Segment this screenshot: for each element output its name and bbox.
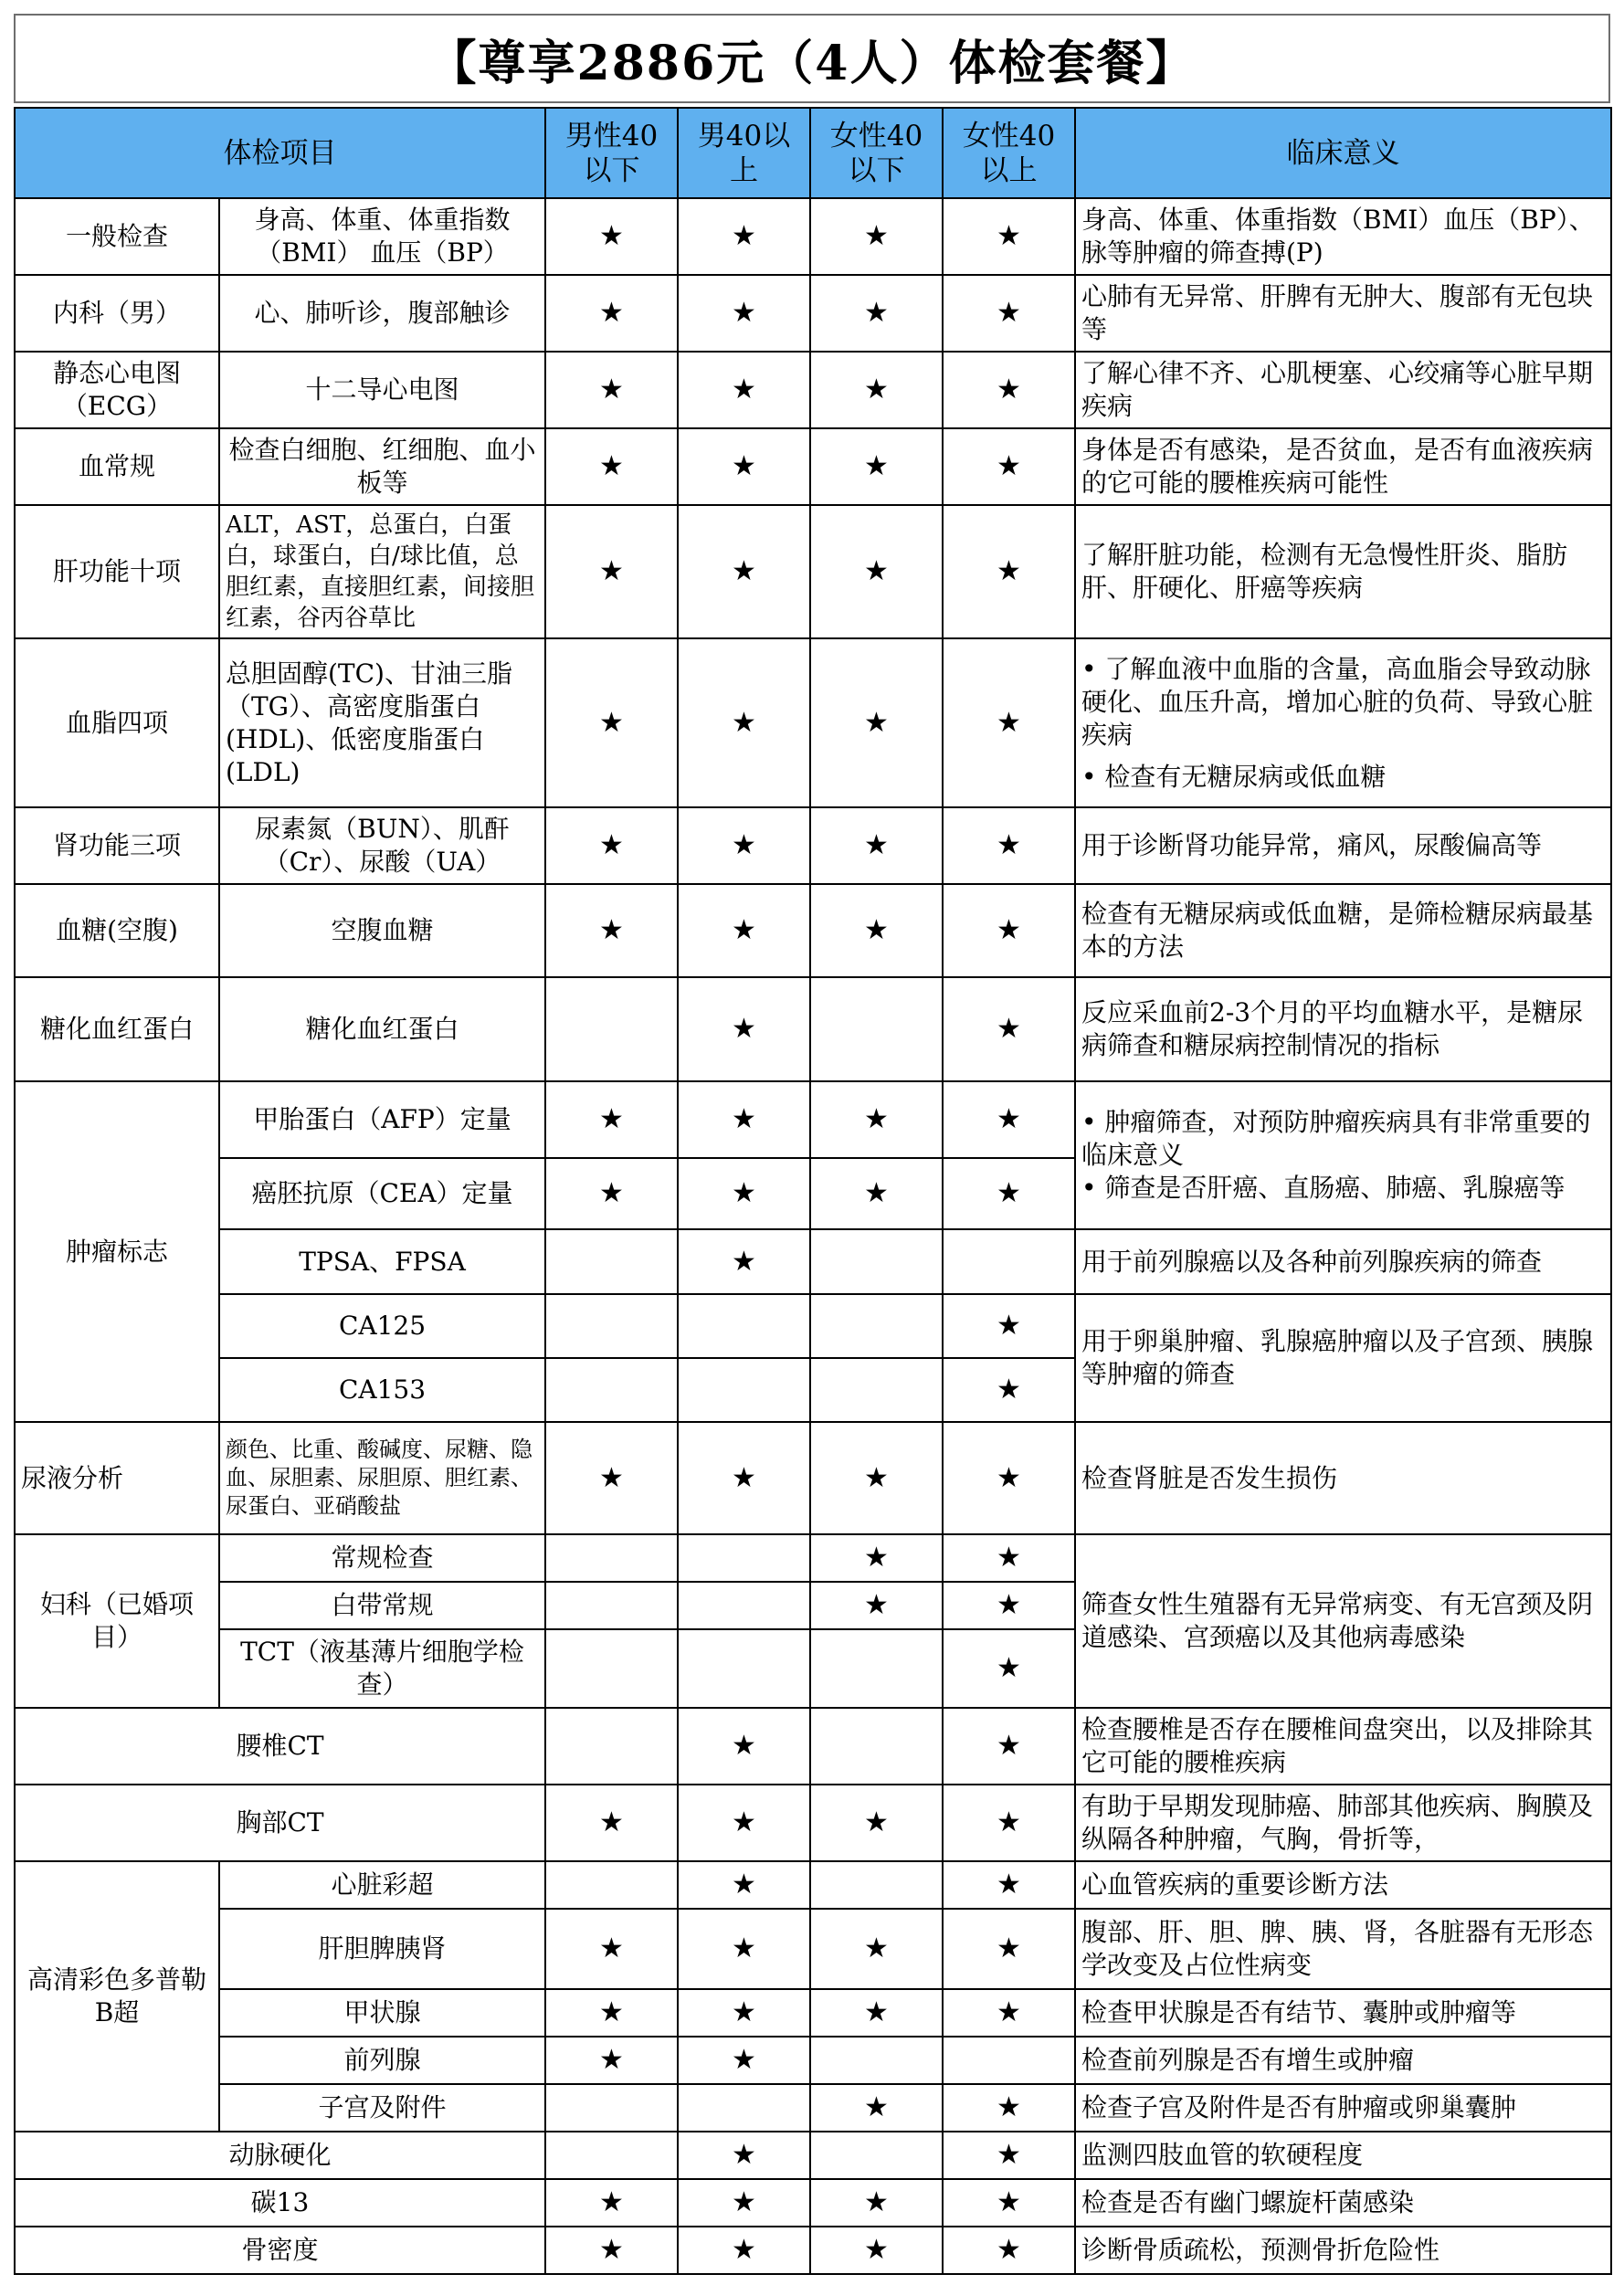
meaning-cell: 心肺有无异常、肝脾有无肿大、腹部有无包块等	[1075, 275, 1611, 352]
star-mark: ★	[678, 2179, 810, 2227]
star-mark: ★	[810, 2084, 943, 2132]
star-mark: ★	[943, 428, 1075, 505]
meaning-bullet: • 筛查是否肝癌、直肠癌、肺癌、乳腺癌等	[1081, 1173, 1566, 1203]
category-cell: 动脉硬化	[15, 2132, 545, 2179]
star-mark: ★	[678, 1081, 810, 1158]
item-cell: 检查白细胞、红细胞、血小板等	[219, 428, 545, 505]
table-row	[15, 1785, 1611, 1861]
category-cell: 碳13	[15, 2179, 545, 2227]
item-cell: TCT（液基薄片细胞学检查）	[219, 1629, 545, 1708]
header-row	[15, 108, 1611, 198]
star-mark: ★	[678, 1989, 810, 2037]
meaning-cell: 检查前列腺是否有增生或肿瘤	[1075, 2037, 1611, 2084]
star-mark: ★	[943, 2227, 1075, 2274]
star-mark: ★	[810, 884, 943, 977]
star-mark: ★	[545, 275, 678, 352]
star-mark: ★	[943, 1081, 1075, 1158]
star-mark: ★	[943, 807, 1075, 884]
star-mark: ★	[943, 1785, 1075, 1861]
item-cell: 总胆固醇(TC)、甘油三脂（TG）、高密度脂蛋白(HDL)、低密度脂蛋白(LDL)	[219, 638, 545, 807]
item-cell: CA153	[219, 1358, 545, 1422]
item-cell: 白带常规	[219, 1582, 545, 1629]
star-mark: ★	[943, 884, 1075, 977]
star-mark: ★	[810, 1989, 943, 2037]
table-row	[15, 1861, 1611, 1909]
table-row	[15, 2227, 1611, 2274]
star-mark: ★	[678, 807, 810, 884]
category-cell: 一般检查	[15, 198, 219, 275]
star-mark: ★	[810, 2227, 943, 2274]
meaning-cell	[1075, 638, 1611, 807]
star-mark: ★	[678, 275, 810, 352]
meaning-cell: 心血管疾病的重要诊断方法	[1075, 1861, 1611, 1909]
table-row	[15, 1422, 1611, 1534]
table-row	[15, 2132, 1611, 2179]
meaning-cell: 了解肝脏功能，检测有无急慢性肝炎、脂肪肝、肝硬化、肝癌等疾病	[1075, 505, 1611, 638]
table-row	[15, 2037, 1611, 2084]
item-cell: TPSA、FPSA	[219, 1229, 545, 1294]
table-row	[15, 977, 1611, 1081]
category-cell: 内科（男）	[15, 275, 219, 352]
star-mark: ★	[678, 352, 810, 428]
meaning-cell: 诊断骨质疏松，预测骨折危险性	[1075, 2227, 1611, 2274]
table-row	[15, 2179, 1611, 2227]
item-cell: ALT，AST，总蛋白，白蛋白，球蛋白，白/球比值，总胆红素，直接胆红素，间接胆红素，谷丙谷草比	[219, 505, 545, 638]
star-mark: ★	[545, 1785, 678, 1861]
item-cell: 十二导心电图	[219, 352, 545, 428]
table-row	[15, 1294, 1611, 1358]
star-mark: ★	[810, 638, 943, 807]
item-cell: 尿素氮（BUN）、肌酐（Cr）、尿酸（UA）	[219, 807, 545, 884]
meaning-cell: 腹部、肝、胆、脾、胰、肾，各脏器有无形态学改变及占位性病变	[1075, 1909, 1611, 1989]
star-mark: ★	[678, 1861, 810, 1909]
star-mark: ★	[545, 198, 678, 275]
star-mark: ★	[678, 884, 810, 977]
category-cell: 肿瘤标志	[15, 1081, 219, 1422]
star-mark: ★	[678, 1229, 810, 1294]
star-mark: ★	[545, 428, 678, 505]
star-mark: ★	[943, 2179, 1075, 2227]
item-cell: 前列腺	[219, 2037, 545, 2084]
star-mark: ★	[545, 807, 678, 884]
star-mark: ★	[943, 1358, 1075, 1422]
star-mark: ★	[810, 1158, 943, 1229]
checkup-table	[14, 107, 1612, 2275]
category-cell: 血糖(空腹)	[15, 884, 219, 977]
star-mark: ★	[678, 428, 810, 505]
header-meaning: 临床意义	[1075, 108, 1611, 198]
meaning-cell: 检查肾脏是否发生损伤	[1075, 1422, 1611, 1534]
meaning-cell: 检查有无糖尿病或低血糖，是筛检糖尿病最基本的方法	[1075, 884, 1611, 977]
meaning-cell: 身体是否有感染，是否贫血，是否有血液疾病的它可能的腰椎疾病可能性	[1075, 428, 1611, 505]
table-row	[15, 428, 1611, 505]
star-mark: ★	[810, 1909, 943, 1989]
category-cell: 肾功能三项	[15, 807, 219, 884]
star-mark: ★	[545, 638, 678, 807]
star-mark: ★	[678, 1158, 810, 1229]
star-mark: ★	[943, 198, 1075, 275]
item-cell: 空腹血糖	[219, 884, 545, 977]
page-title: 【尊享2886元（4人）体检套餐】	[428, 35, 1196, 91]
star-mark: ★	[810, 2179, 943, 2227]
header-female-under40: 女性40以下	[810, 108, 943, 198]
meaning-cell: 检查腰椎是否存在腰椎间盘突出，以及排除其它可能的腰椎疾病	[1075, 1708, 1611, 1785]
table-row	[15, 884, 1611, 977]
star-mark: ★	[810, 505, 943, 638]
meaning-cell: 反应采血前2-3个月的平均血糖水平，是糖尿病筛查和糖尿病控制情况的指标	[1075, 977, 1611, 1081]
header-male-under40: 男性40以下	[545, 108, 678, 198]
table-row	[15, 807, 1611, 884]
meaning-bullet: • 检查有无糖尿病或低血糖	[1081, 761, 1387, 792]
star-mark: ★	[943, 505, 1075, 638]
star-mark: ★	[678, 1422, 810, 1534]
star-mark: ★	[545, 1081, 678, 1158]
meaning-cell: 用于前列腺癌以及各种前列腺疾病的筛查	[1075, 1229, 1611, 1294]
category-cell: 骨密度	[15, 2227, 545, 2274]
item-cell: 子宫及附件	[219, 2084, 545, 2132]
item-cell: 甲状腺	[219, 1989, 545, 2037]
table-row	[15, 352, 1611, 428]
package-sheet	[14, 14, 1610, 2269]
star-mark: ★	[810, 428, 943, 505]
header-male-over40: 男40以上	[678, 108, 810, 198]
item-cell: 身高、体重、体重指数（BMI） 血压（BP）	[219, 198, 545, 275]
table-row	[15, 505, 1611, 638]
meaning-cell: 有助于早期发现肺癌、肺部其他疾病、胸膜及纵隔各种肿瘤，气胸，骨折等，	[1075, 1785, 1611, 1861]
item-cell: 肝胆脾胰肾	[219, 1909, 545, 1989]
star-mark: ★	[943, 1158, 1075, 1229]
star-mark: ★	[678, 638, 810, 807]
star-mark: ★	[943, 638, 1075, 807]
star-mark: ★	[810, 275, 943, 352]
category-cell: 妇科（已婚项目）	[15, 1534, 219, 1708]
meaning-cell: 了解心律不齐、心肌梗塞、心绞痛等心脏早期疾病	[1075, 352, 1611, 428]
star-mark: ★	[943, 1534, 1075, 1582]
title-row	[14, 14, 1610, 103]
category-cell: 静态心电图（ECG）	[15, 352, 219, 428]
table-row	[15, 1229, 1611, 1294]
table-row	[15, 2084, 1611, 2132]
star-mark: ★	[545, 2227, 678, 2274]
item-cell: 颜色、比重、酸碱度、尿糖、隐血、尿胆素、尿胆原、胆红素、尿蛋白、亚硝酸盐	[219, 1422, 545, 1534]
item-cell: 癌胚抗原（CEA）定量	[219, 1158, 545, 1229]
star-mark: ★	[943, 1989, 1075, 2037]
star-mark: ★	[943, 1708, 1075, 1785]
category-cell: 糖化血红蛋白	[15, 977, 219, 1081]
star-mark: ★	[545, 884, 678, 977]
meaning-cell: 检查甲状腺是否有结节、囊肿或肿瘤等	[1075, 1989, 1611, 2037]
table-row	[15, 1708, 1611, 1785]
star-mark: ★	[810, 1582, 943, 1629]
star-mark: ★	[810, 1081, 943, 1158]
star-mark: ★	[943, 1861, 1075, 1909]
star-mark: ★	[678, 198, 810, 275]
star-mark: ★	[545, 352, 678, 428]
star-mark: ★	[943, 2084, 1075, 2132]
star-mark: ★	[943, 1294, 1075, 1358]
item-cell: 常规检查	[219, 1534, 545, 1582]
star-mark: ★	[810, 1422, 943, 1534]
meaning-cell: 检查是否有幽门螺旋杆菌感染	[1075, 2179, 1611, 2227]
star-mark: ★	[678, 505, 810, 638]
category-cell: 腰椎CT	[15, 1708, 545, 1785]
table-row	[15, 1081, 1611, 1158]
category-cell: 血常规	[15, 428, 219, 505]
star-mark: ★	[678, 2227, 810, 2274]
category-cell: 血脂四项	[15, 638, 219, 807]
table-row	[15, 1534, 1611, 1582]
meaning-cell: 监测四肢血管的软硬程度	[1075, 2132, 1611, 2179]
item-cell: 糖化血红蛋白	[219, 977, 545, 1081]
star-mark: ★	[943, 1582, 1075, 1629]
table-row	[15, 1909, 1611, 1989]
star-mark: ★	[678, 1909, 810, 1989]
star-mark: ★	[545, 505, 678, 638]
star-mark: ★	[943, 2132, 1075, 2179]
meaning-cell	[1075, 1081, 1611, 1229]
category-cell: 肝功能十项	[15, 505, 219, 638]
header-item: 体检项目	[15, 108, 545, 198]
meaning-bullet: • 了解血液中血脂的含量，高血脂会导致动脉硬化、血压升高，增加心脏的负荷、导致心脏疾病	[1081, 653, 1594, 750]
category-cell: 高清彩色多普勒B超	[15, 1861, 219, 2132]
star-mark: ★	[943, 1629, 1075, 1708]
meaning-cell: 检查子宫及附件是否有肿瘤或卵巢囊肿	[1075, 2084, 1611, 2132]
star-mark: ★	[810, 807, 943, 884]
table-row	[15, 638, 1611, 807]
star-mark: ★	[545, 1422, 678, 1534]
star-mark: ★	[545, 1158, 678, 1229]
star-mark: ★	[810, 1785, 943, 1861]
table-row	[15, 198, 1611, 275]
star-mark: ★	[943, 275, 1075, 352]
item-cell: 心、肺听诊，腹部触诊	[219, 275, 545, 352]
meaning-bullet: • 肿瘤筛查，对预防肿瘤疾病具有非常重要的临床意义	[1081, 1107, 1591, 1170]
star-mark: ★	[943, 352, 1075, 428]
table-row	[15, 1989, 1611, 2037]
star-mark: ★	[545, 1909, 678, 1989]
star-mark: ★	[810, 198, 943, 275]
item-cell: CA125	[219, 1294, 545, 1358]
header-female-over40: 女性40以上	[943, 108, 1075, 198]
star-mark: ★	[678, 977, 810, 1081]
category-cell: 胸部CT	[15, 1785, 545, 1861]
star-mark: ★	[678, 2037, 810, 2084]
meaning-cell: 身高、体重、体重指数（BMI）血压（BP）、脉等肿瘤的筛查搏(P)	[1075, 198, 1611, 275]
item-cell: 心脏彩超	[219, 1861, 545, 1909]
star-mark: ★	[810, 1534, 943, 1582]
table-row	[15, 275, 1611, 352]
star-mark: ★	[678, 1708, 810, 1785]
star-mark: ★	[545, 2037, 678, 2084]
star-mark: ★	[810, 352, 943, 428]
star-mark: ★	[678, 2132, 810, 2179]
category-cell: 尿液分析	[15, 1422, 219, 1534]
star-mark: ★	[545, 2179, 678, 2227]
star-mark: ★	[943, 1422, 1075, 1534]
meaning-cell: 筛查女性生殖器有无异常病变、有无宫颈及阴道感染、宫颈癌以及其他病毒感染	[1075, 1534, 1611, 1708]
star-mark: ★	[943, 977, 1075, 1081]
star-mark: ★	[545, 1989, 678, 2037]
meaning-cell: 用于诊断肾功能异常，痛风，尿酸偏高等	[1075, 807, 1611, 884]
star-mark: ★	[678, 1785, 810, 1861]
meaning-cell: 用于卵巢肿瘤、乳腺癌肿瘤以及子宫颈、胰腺等肿瘤的筛查	[1075, 1294, 1611, 1422]
star-mark: ★	[943, 1909, 1075, 1989]
item-cell: 甲胎蛋白（AFP）定量	[219, 1081, 545, 1158]
